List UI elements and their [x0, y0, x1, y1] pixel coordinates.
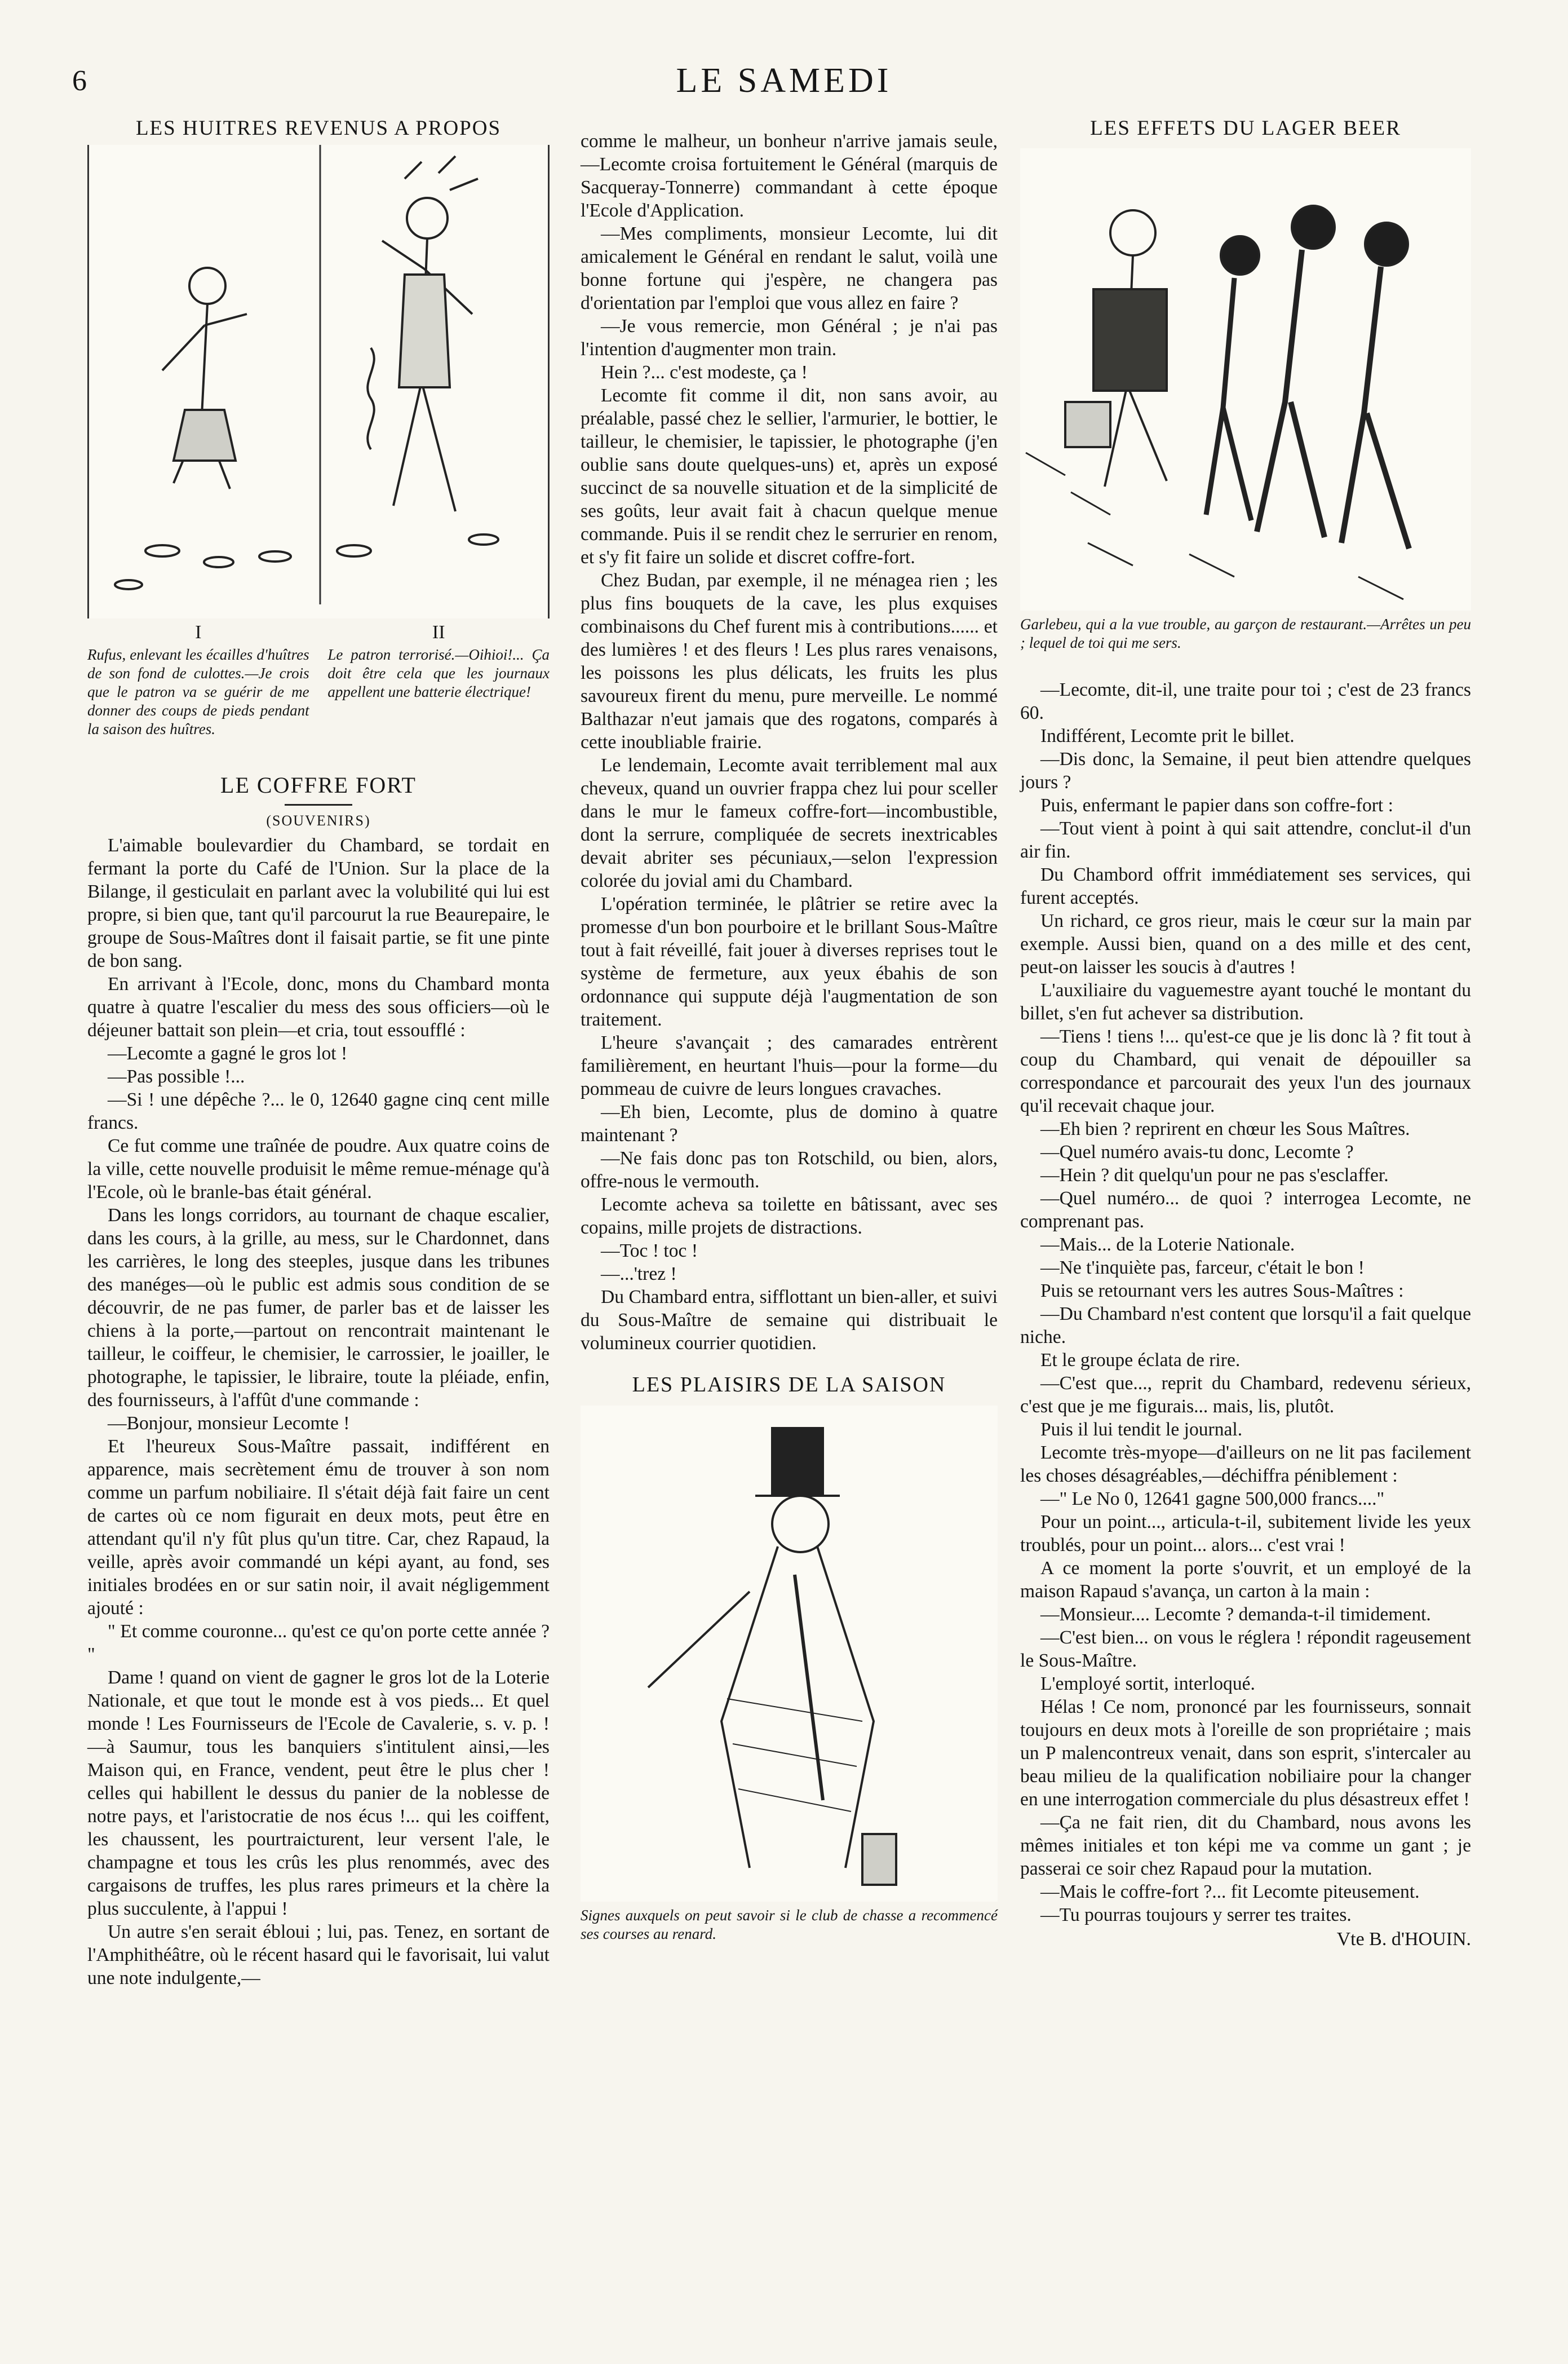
panel-1-caption-text: Rufus, enlevant les écailles d'huîtres de son fond de culottes.—Je crois que le patron va se guérir de me donner des coups de pieds pendant la saison des huîtres.	[87, 646, 309, 737]
article-paragraph: Le lendemain, Lecomte avait terriblement mal aux cheveux, quand un ouvrier frappa chez lui pour sceller dans le mur le fameux coffre-fort—incombustible, dont la serrure, compliquée de secrets inextricables devait abriter ses pécuniaux,—selon l'expression colorée du jovial ami du Chambard.	[581, 755, 998, 891]
article-paragraph: L'employé sortit, interloqué.	[1040, 1673, 1255, 1694]
article-paragraph: Chez Budan, par exemple, il ne ménagea rien ; les plus fins bouquets de la cave, les plus exquises combinaisons du Chef furent mis à contributions...... et des lumières ! et des fleurs ! Les plus rares venaisons, les poissons les plus délicats, les fruits les plus savoureux firent du menu, pure merveille. Le nommé Balthazar n'eut jamais que des rogatons, comparés à cette inoubliable frairie.	[581, 570, 998, 753]
article-paragraph: Puis il lui tendit le journal.	[1040, 1419, 1243, 1440]
article-paragraph: —Lecomte a gagné le gros lot !	[108, 1043, 348, 1064]
panel-2-caption-text: Le patron terrorisé.—Oihioi!... Ça doit être cela que les journaux appellent une batterie électrique!	[327, 646, 550, 700]
article-paragraph: —Toc ! toc !	[601, 1240, 698, 1261]
title-rule	[285, 804, 352, 806]
article-paragraph: —Eh bien, Lecomte, plus de domino à quatre maintenant ?	[581, 1102, 998, 1146]
article-paragraph: L'heure s'avançait ; des camarades entrèrent familièrement, en heurtant l'huis—pour la forme—du pommeau de cuivre de leurs longues cravaches.	[581, 1032, 998, 1099]
huitres-title: LES HUITRES REVENUS A PROPOS	[135, 117, 502, 140]
article-paragraph: —Du Chambard n'est content que lorsqu'il a fait quelque niche.	[1020, 1303, 1471, 1347]
article-paragraph: Du Chambord offrit immédiatement ses services, qui furent acceptés.	[1020, 864, 1471, 908]
article-paragraph: L'aimable boulevardier du Chambard, se tordait en fermant la porte du Café de l'Union. Sur la place de la Bilange, il gesticulait en parlant avec la volubilité qui lui est propre, si bien que, tant qu'il parcourut la rue Beaurepaire, le groupe de Sous-Maîtres dont il faisait partie, se fit une pinte de bon sang.	[87, 835, 550, 971]
article-paragraph: —Mes compliments, monsieur Lecomte, lui dit amicalement le Général en rendant le salut, voilà une bonne fortune qui j'espère, ne changera pas d'orientation par l'emploi que vous allez en faire ?	[581, 223, 998, 313]
article-paragraph: Dame ! quand on vient de gagner le gros lot de la Loterie Nationale, et que tout le monde est à vos pieds... Et quel monde ! Les Fournisseurs de l'Ecole de Cavalerie, s. v. p. !—à Saumur, tous les banquiers s'intitulent ainsi,—les Maison qui, en France, vendent, peut être le plus cher ! celles qui habillent le dessus du panier de la noblesse de notre pays, et l'aristocratie de nos écus !... qui les coiffent, les chaussent, les pourtraicturent, leur versent l'ale, le champagne et tous les crûs les plus renommés, avec des cargaisons de truffes, les plus rares primeurs et la chère la plus succulente, à l'appui !	[87, 1667, 550, 1919]
article-paragraph: —Hein ? dit quelqu'un pour ne pas s'esclaffer.	[1040, 1165, 1389, 1186]
article-signature: Vte B. d'HOUIN.	[1336, 1929, 1471, 1950]
article-paragraph: Puis, enfermant le papier dans son coffre-fort :	[1040, 795, 1393, 816]
column-1	[87, 116, 550, 1990]
panel-1-caption	[87, 618, 309, 739]
article-paragraph: —" Le No 0, 12641 gagne 500,000 francs...."	[1040, 1488, 1385, 1509]
article-paragraph: —Je vous remercie, mon Général ; je n'ai pas l'intention d'augmenter mon train.	[581, 316, 998, 360]
article-paragraph: Et le groupe éclata de rire.	[1040, 1350, 1241, 1371]
article-paragraph: —Mais... de la Loterie Nationale.	[1040, 1234, 1295, 1255]
article-paragraph: Lecomte très-myope—d'ailleurs on ne lit pas facilement les choses désagréables,—déchiffra péniblement :	[1020, 1442, 1471, 1486]
article-paragraph: —C'est que..., reprit du Chambard, redevenu sérieux, c'est que je me figurais... mais, lis, plutôt.	[1020, 1373, 1471, 1417]
article-paragraph: Du Chambard entra, sifflottant un bien-aller, et suivi du Sous-Maître de semaine qui distribuait le volumineux courrier quotidien.	[581, 1287, 998, 1354]
article-paragraph: A ce moment la porte s'ouvrit, et un employé de la maison Rapaud s'avança, un carton à la main :	[1020, 1558, 1471, 1602]
plaisirs-caption: Signes auxquels on peut savoir si le club de chasse a recommencé ses courses au renard.	[581, 1907, 998, 1942]
article-paragraph: Hélas ! Ce nom, prononcé par les fournisseurs, sonnait toujours en deux mots à l'oreille de son propriétaire ; mais un P malencontreux venait, dans son esprit, s'intercaler au beau milieu de la qualification nobiliaire pour la changer en une interrogation commerciale du plus désastreux effet !	[1020, 1696, 1471, 1810]
article-paragraph: —Quel numéro... de quoi ? interrogea Lecomte, ne comprenant pas.	[1020, 1188, 1471, 1232]
article-paragraph: L'opération terminée, le plâtrier se retire avec la promesse d'un bon pourboire et le brillant Sous-Maître tout à fait réveillé, fait jouer à diverses reprises tout le système de fermeture, aux yeux ébahis de son ordonnance qui suppute déjà l'augmentation de son traitement.	[581, 894, 998, 1030]
huitres-captions	[87, 618, 550, 739]
article-paragraph: —...'trez !	[601, 1263, 677, 1284]
article-paragraph: —Si ! une dépêche ?... le 0, 12640 gagne cinq cent mille francs.	[87, 1089, 550, 1133]
plaisirs-title: LES PLAISIRS DE LA SAISON	[632, 1373, 946, 1397]
article-paragraph: Indifférent, Lecomte prit le billet.	[1040, 726, 1295, 746]
article-paragraph: —Ça ne fait rien, dit du Chambard, nous avons les mêmes initiales et ton képi me va comme un gant ; je passerai ce soir chez Rapaud pour la mutation.	[1020, 1812, 1471, 1879]
plaisirs-illustration	[581, 1406, 998, 1902]
article-paragraph: —Bonjour, monsieur Lecomte !	[108, 1413, 350, 1434]
article-paragraph: —Tiens ! tiens !... qu'est-ce que je lis donc là ? fit tout à coup du Chambard, qui venait de dépouiller sa correspondance et parcourait des yeux l'un des journaux qu'il recevait chaque jour.	[1020, 1026, 1471, 1116]
newspaper-title: LE SAMEDI	[676, 61, 892, 100]
article-paragraph: Et l'heureux Sous-Maître passait, indifférent en apparence, mais secrètement ému de trouver à son nom comme un parfum nobiliaire. Il s'était déjà fait faire un cent de cartes où ce nom figurait en deux mots, peut être en attendant qu'il n'y fût plus qu'un titre. Car, chez Rapaud, la veille, après avoir commandé un képi ayant, au fond, ses initiales brodées en or sur satin noir, il avait négligemment ajouté :	[87, 1436, 550, 1619]
article-paragraph: Ce fut comme une traînée de poudre. Aux quatre coins de la ville, cette nouvelle produisit le même remue-ménage qu'à l'Ecole, où le branle-bas était général.	[87, 1135, 550, 1203]
article-paragraph: —Ne t'inquiète pas, farceur, c'était le bon !	[1040, 1257, 1365, 1278]
article-paragraph: " Et comme couronne... qu'est ce qu'on porte cette année ? "	[87, 1621, 550, 1665]
article-paragraph: —Lecomte, dit-il, une traite pour toi ; c'est de 23 francs 60.	[1020, 679, 1471, 723]
article-paragraph: —Tu pourras toujours y serrer tes traites.	[1040, 1905, 1352, 1925]
article-paragraph: comme le malheur, un bonheur n'arrive jamais seule,—Lecomte croisa fortuitement le Général (marquis de Sacqueray-Tonnerre) commandant à cette époque l'Ecole d'Application.	[581, 131, 998, 221]
article-paragraph: En arrivant à l'Ecole, donc, mons du Chambard monta quatre à quatre l'escalier du mess des sous officiers—où le déjeuner battait son plein—et cria, tout essoufflé :	[87, 974, 550, 1041]
huitres-illustration	[87, 145, 550, 618]
article-paragraph: Hein ?... c'est modeste, ça !	[601, 362, 808, 383]
panel-numeral-2: II	[432, 622, 445, 643]
article-paragraph: Puis se retournant vers les autres Sous-Maîtres :	[1040, 1280, 1404, 1301]
panel-numeral-1: I	[195, 622, 202, 643]
article-paragraph: —Tout vient à point à qui sait attendre, conclut-il d'un air fin.	[1020, 818, 1471, 862]
article-paragraph: —Pas possible !...	[108, 1066, 245, 1087]
article-paragraph: Un autre s'en serait ébloui ; lui, pas. Tenez, en sortant de l'Amphithéâtre, où le récent hasard qui le favorisait, lui valut une note indulgente,—	[87, 1921, 550, 1989]
lager-title: LES EFFETS DU LAGER BEER	[1090, 117, 1401, 140]
article-paragraph: Lecomte fit comme il dit, non sans avoir, au préalable, passé chez le sellier, l'armurier, le bottier, le tailleur, le chemisier, le tapissier, le photographe (j'en oublie sans doute quelques-uns) et, après un exposé succinct de sa nouvelle situation et de la simplicité de ses goûts, leur avait fait à chacun quelque menue commande. Puis il se rendit chez le serrurier en renom, et s'y fit faire un solide et discret coffre-fort.	[581, 385, 998, 568]
article-paragraph: —Eh bien ? reprirent en chœur les Sous Maîtres.	[1040, 1119, 1410, 1139]
page-header	[0, 0, 1568, 100]
article-paragraph: Un richard, ce gros rieur, mais le cœur sur la main par exemple. Aussi bien, quand on a des mille et des cent, peut-on laisser les soucis à d'autres !	[1020, 911, 1471, 978]
lager-illustration	[1020, 148, 1471, 611]
coffre-subtitle: (SOUVENIRS)	[266, 812, 371, 829]
article-paragraph: —Monsieur.... Lecomte ? demanda-t-il timidement.	[1040, 1604, 1431, 1625]
lager-caption: Garlebeu, qui a la vue trouble, au garçon de restaurant.—Arrêtes un peu ; lequel de toi qui me sers.	[1020, 616, 1471, 651]
article-paragraph: —Ne fais donc pas ton Rotschild, ou bien, alors, offre-nous le vermouth.	[581, 1148, 998, 1192]
panel-2-caption	[327, 618, 550, 739]
article-paragraph: —Quel numéro avais-tu donc, Lecomte ?	[1040, 1142, 1354, 1163]
page-number: 6	[72, 65, 87, 97]
article-paragraph: —Dis donc, la Semaine, il peut bien attendre quelques jours ?	[1020, 749, 1471, 793]
article-paragraph: Lecomte acheva sa toilette en bâtissant, avec ses copains, mille projets de distractions.	[581, 1194, 998, 1238]
column-3	[1020, 116, 1471, 1950]
article-paragraph: Pour un point..., articula-t-il, subitement livide les yeux troublés, pour un point... alors... c'est vrai !	[1020, 1512, 1471, 1556]
coffre-title: LE COFFRE FORT	[220, 772, 417, 798]
article-paragraph: —Mais le coffre-fort ?... fit Lecomte piteusement.	[1040, 1881, 1420, 1902]
article-paragraph: —C'est bien... on vous le réglera ! répondit rageusement le Sous-Maître.	[1020, 1627, 1471, 1671]
article-paragraph: L'auxiliaire du vaguemestre ayant touché le montant du billet, s'en fut achever sa distribution.	[1020, 980, 1471, 1024]
article-paragraph: Dans les longs corridors, au tournant de chaque escalier, dans les cours, à la grille, au mess, sur le Chardonnet, dans les carrières, le long des steeples, jusque dans les tribunes des manéges—où le public est admis sous condition de se découvrir, de ne pas fumer, de parler bas et de laisser les chiens à la porte,—partout on rencontrait maintenant le tailleur, le coiffeur, le chemisier, le carrossier, le joailler, le photographe, le tapissier, le libraire, toute la pléiade, enfin, des fournisseurs, à l'affût d'une commande :	[87, 1205, 550, 1411]
column-2	[581, 130, 998, 1943]
